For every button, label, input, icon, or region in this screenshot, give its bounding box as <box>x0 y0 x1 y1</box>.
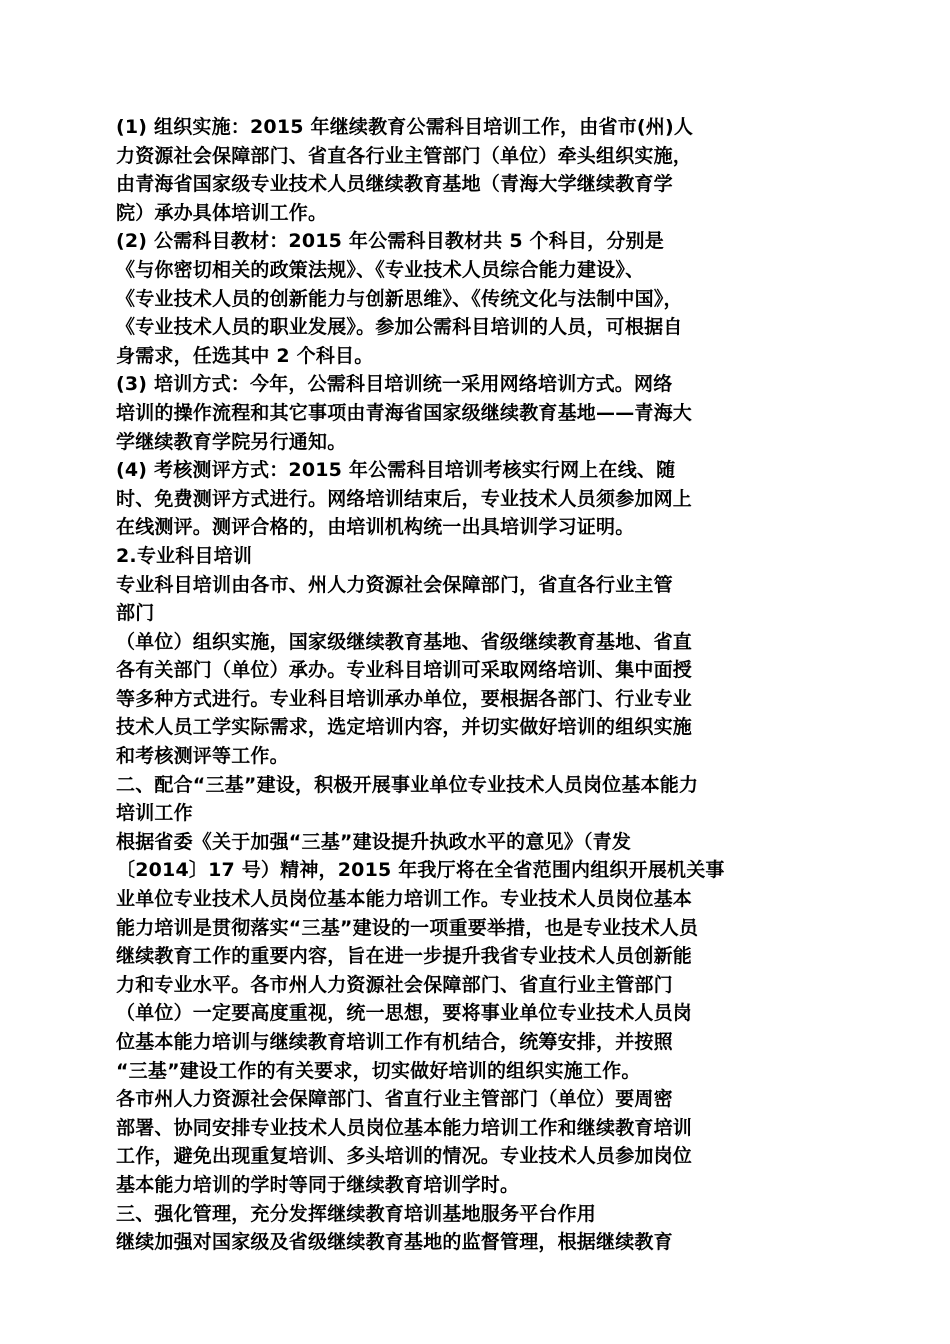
text-line: 学继续教育学院另行通知。 <box>116 430 347 453</box>
text-line: （单位）一定要高度重视，统一思想，要将事业单位专业技术人员岗 <box>116 1002 693 1025</box>
text-line: 力资源社会保障部门、省直各行业主管部门（单位）牵头组织实施， <box>116 144 693 167</box>
text-line: 位基本能力培训与继续教育培训工作有机结合，统筹安排，并按照 <box>116 1031 673 1053</box>
text-line: 2.专业科目培训 <box>116 544 253 567</box>
text-line: “三基”建设工作的有关要求，切实做好培训的组织实施工作。 <box>116 1059 641 1082</box>
text-line: 基本能力培训的学时等同于继续教育培训学时。 <box>116 1173 520 1196</box>
text-line: 继续加强对国家级及省级继续教育基地的监督管理，根据继续教育 <box>116 1231 673 1254</box>
text-line: 《与你密切相关的政策法规》、《专业技术人员综合能力建设》、 <box>116 258 645 281</box>
document-body <box>116 113 838 1257</box>
text-line: 由青海省国家级专业技术人员继续教育基地（青海大学继续教育学 <box>116 173 673 196</box>
document-page <box>116 113 838 1257</box>
text-line: 力和专业水平。各市州人力资源社会保障部门、省直行业主管部门 <box>116 973 673 996</box>
text-line: (1) 组织实施：2015 年继续教育公需科目培训工作，由省市(州)人 <box>116 116 694 138</box>
text-line: 继续教育工作的重要内容，旨在进一步提升我省专业技术人员创新能 <box>116 945 693 968</box>
text-line: 各有关部门（单位）承办。专业科目培训可采取网络培训、集中面授 <box>116 659 693 682</box>
text-line: （单位）组织实施，国家级继续教育基地、省级继续教育基地、省直 <box>116 630 693 653</box>
text-line: 院）承办具体培训工作。 <box>116 201 328 224</box>
text-line: 时、免费测评方式进行。网络培训结束后，专业技术人员须参加网上 <box>116 487 693 510</box>
text-line: 《专业技术人员的创新能力与创新思维》、《传统文化与法制中国》， <box>116 287 683 310</box>
text-line: 三、强化管理，充分发挥继续教育培训基地服务平台作用 <box>116 1202 597 1225</box>
text-line: 培训的操作流程和其它事项由青海省国家级继续教育基地——青海大 <box>116 401 693 424</box>
text-line: 各市州人力资源社会保障部门、省直行业主管部门（单位）要周密 <box>116 1088 673 1111</box>
text-line: 〔2014〕17 号）精神，2015 年我厅将在全省范围内组织开展机关事 <box>116 859 725 882</box>
text-line: 和考核测评等工作。 <box>116 745 289 768</box>
text-line: 在线测评。测评合格的，由培训机构统一出具培训学习证明。 <box>116 516 635 539</box>
text-line: 《专业技术人员的职业发展》。参加公需科目培训的人员，可根据自 <box>116 316 683 339</box>
text-line: (3) 培训方式：今年，公需科目培训统一采用网络培训方式。网络 <box>116 373 673 396</box>
text-line: (4) 考核测评方式：2015 年公需科目培训考核实行网上在线、随 <box>116 459 676 482</box>
text-line: (2) 公需科目教材：2015 年公需科目教材共 5 个科目，分别是 <box>116 230 664 253</box>
text-line: 专业科目培训由各市、州人力资源社会保障部门，省直各行业主管 <box>116 573 673 596</box>
text-line: 能力培训是贯彻落实“三基”建设的一项重要举措，也是专业技术人员 <box>116 916 699 939</box>
text-line: 二、配合“三基”建设，积极开展事业单位专业技术人员岗位基本能力 <box>116 773 699 796</box>
text-line: 业单位专业技术人员岗位基本能力培训工作。专业技术人员岗位基本 <box>116 888 693 911</box>
text-line: 身需求，任选其中 2 个科目。 <box>116 344 374 367</box>
text-line: 部门 <box>116 602 155 625</box>
text-line: 部署、协同安排专业技术人员岗位基本能力培训工作和继续教育培训 <box>116 1116 693 1139</box>
text-line: 技术人员工学实际需求，选定培训内容，并切实做好培训的组织实施 <box>116 716 693 739</box>
text-line: 等多种方式进行。专业科目培训承办单位，要根据各部门、行业专业 <box>116 687 693 710</box>
text-line: 工作，避免出现重复培训、多头培训的情况。专业技术人员参加岗位 <box>116 1145 693 1168</box>
text-line: 根据省委《关于加强“三基”建设提升执政水平的意见》（青发 <box>116 830 632 853</box>
text-line: 培训工作 <box>116 802 193 825</box>
